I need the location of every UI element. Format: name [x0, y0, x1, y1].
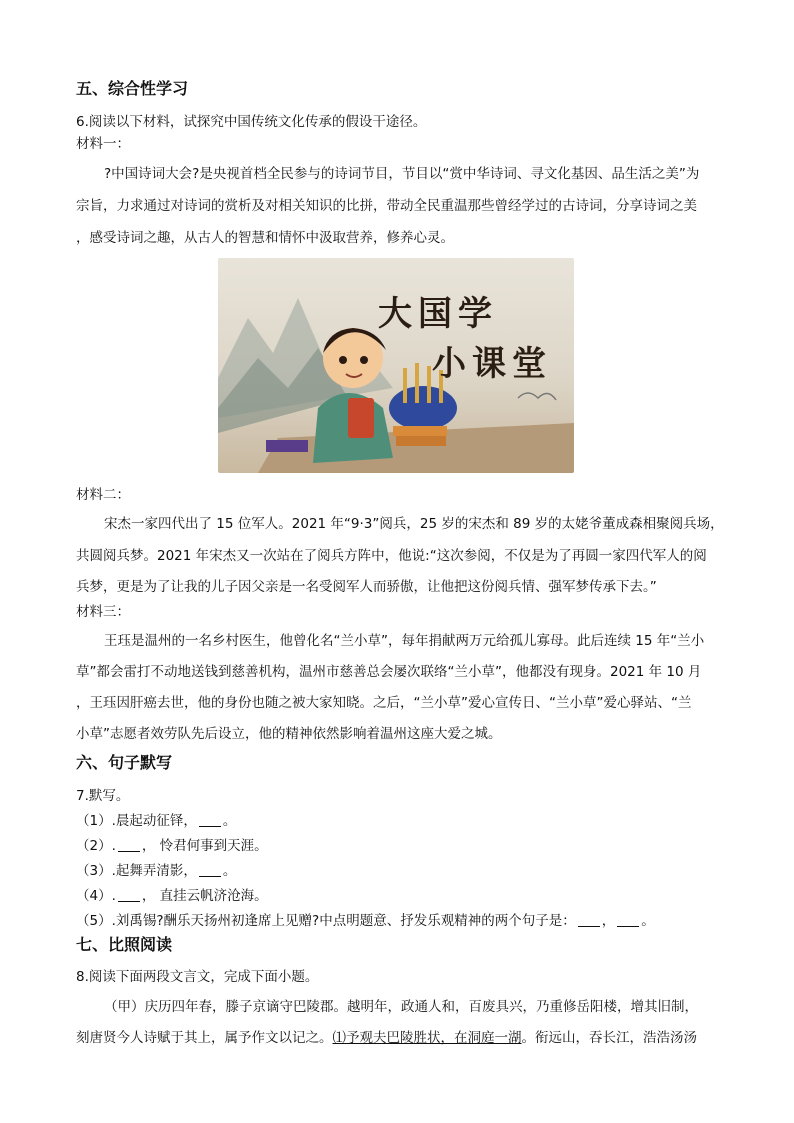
dictation-item-2-end: ， 怜君何事到天涯。: [141, 838, 268, 854]
material-1-text-line-2: 宗旨，力求通过对诗词的赏析及对相关知识的比拼，带动全民重温那些曾经学过的古诗词，分享诗词之美: [76, 198, 697, 214]
material-1-text-line-3: ，感受诗词之趣，从古人的智慧和情怀中汲取营养，修养心灵。: [76, 230, 454, 246]
dictation-item-3-prompt: （3）.起舞弄清影，: [76, 863, 197, 879]
material-3-label: 材料三：: [76, 604, 130, 620]
classical-text-line-2-end: 。衔远山，吞长江，浩浩汤汤: [521, 1030, 697, 1046]
dictation-item-4: [76, 886, 726, 906]
dictation-item-5: [76, 911, 726, 931]
classical-text-line-1: （甲）庆历四年春，滕子京谪守巴陵郡。越明年，政通人和，百废具兴，乃重修岳阳楼，增其旧制，: [104, 999, 698, 1015]
question-7: 7.默写。: [76, 788, 130, 804]
material-1-text-line-1: ?中国诗词大会?是央视首档全民参与的诗词节目，节目以“赏中华诗词、寻文化基因、品生活之美”为: [104, 166, 700, 182]
material-2-text-line-3: 兵梦，更是为了让我的儿子因父亲是一名受阅军人而骄傲，让他把这份阅兵情、强军梦传承下去。”: [76, 579, 657, 595]
answer-blank[interactable]: [578, 912, 600, 927]
material-3-text-line-1: 王珏是温州的一名乡村医生，他曾化名“兰小草”，每年捐献两万元给孤儿寡母。此后连续 15 年“兰小: [104, 633, 705, 649]
classical-text-line-2: [76, 1028, 726, 1048]
dictation-item-4-end: ， 直挂云帆济沧海。: [141, 888, 268, 904]
section-heading-7: 七、比照阅读: [76, 935, 173, 954]
dictation-item-5-comma: ，: [601, 913, 616, 929]
section-heading-5: 五、综合性学习: [76, 79, 189, 98]
illustration-image: [218, 258, 574, 473]
answer-blank[interactable]: [199, 812, 221, 827]
section-heading-6: 六、句子默写: [76, 753, 173, 772]
material-2-label: 材料二：: [76, 487, 130, 503]
material-2-text-line-2: 共圆阅兵梦。2021 年宋杰又一次站在了阅兵方阵中，他说:“这次参阅，不仅是为了再圆一家四代军人的阅: [76, 548, 707, 564]
answer-blank[interactable]: [118, 837, 140, 852]
dictation-item-1-prompt: （1）.晨起动征铎，: [76, 813, 197, 829]
underlined-sentence-1: ⑴予观夫巴陵胜状，在洞庭一湖: [332, 1030, 522, 1046]
classical-text-line-2-start: 刻唐贤今人诗赋于其上，属予作文以记之。: [76, 1030, 333, 1046]
illustration-title-line-1: 大国学: [378, 294, 498, 334]
dictation-item-3: [76, 861, 726, 881]
dictation-item-1-end: 。: [222, 813, 237, 829]
dictation-item-2-prompt: （2）.: [76, 838, 116, 854]
dictation-item-3-end: 。: [222, 863, 237, 879]
dictation-item-5-prompt: （5）.刘禹锡?酬乐天扬州初逢席上见赠?中点明题意、抒发乐观精神的两个句子是：: [76, 913, 576, 929]
dictation-item-2: [76, 836, 726, 856]
dictation-item-5-end: 。: [641, 913, 655, 929]
material-2-text-line-1: 宋杰一家四代出了 15 位军人。2021 年“9·3”阅兵，25 岁的宋杰和 89 岁的太姥爷董成森相聚阅兵场，: [104, 516, 724, 532]
illustration-title-line-2: 小课堂: [432, 344, 552, 384]
answer-blank[interactable]: [199, 862, 221, 877]
question-8: 8.阅读下面两段文言文，完成下面小题。: [76, 969, 319, 985]
dictation-item-1: [76, 811, 726, 831]
material-3-text-line-3: ，王珏因肝癌去世，他的身份也随之被大家知晓。之后，“兰小草”爱心宣传日、“兰小草”爱心驿站、“兰: [76, 695, 692, 711]
material-1-label: 材料一：: [76, 136, 130, 152]
question-6: 6.阅读以下材料，试探究中国传统文化传承的假设干途径。: [76, 114, 427, 130]
answer-blank[interactable]: [118, 887, 140, 902]
answer-blank[interactable]: [617, 912, 639, 927]
dictation-item-4-prompt: （4）.: [76, 888, 116, 904]
material-3-text-line-2: 草”都会雷打不动地送钱到慈善机构，温州市慈善总会屡次联络“兰小草”，他都没有现身。2021 年 10 月: [76, 664, 702, 680]
material-3-text-line-4: 小草”志愿者效劳队先后设立，他的精神依然影响着温州这座大爱之城。: [76, 726, 502, 742]
